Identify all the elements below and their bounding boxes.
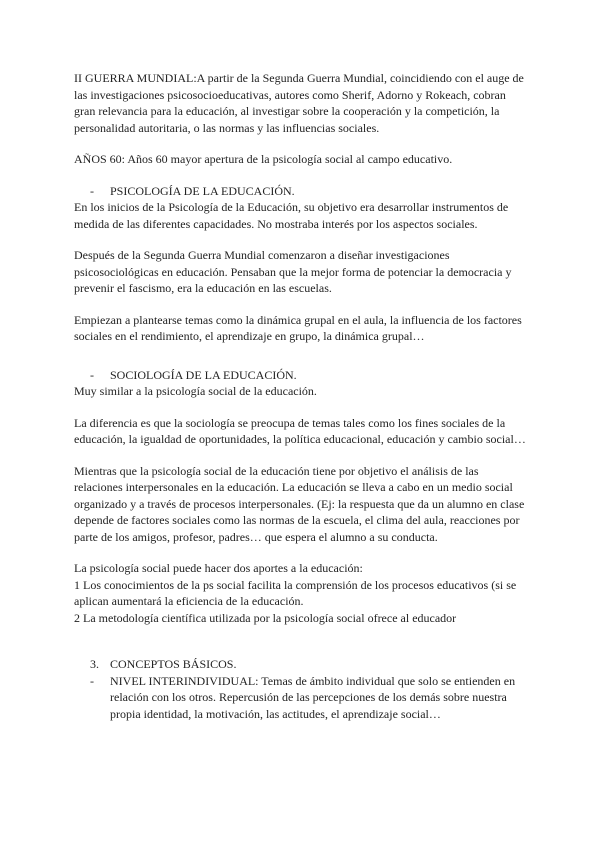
paragraph-mientras: Mientras que la psicología social de la educación tiene por objetivo el análisis de las relaciones interpersonales en la educación. La educación se lleva a cabo en un medio social organizado y a través de procesos interpersonales. (Ej: la respuesta que da un alumno en clase depende de factores sociales como las normas de la escuela, el clima del aula, reacciones por parte de los amigos, profesor, padres… que espera el alumno a su conducta. bbox=[74, 463, 525, 544]
section-heading-sociologia bbox=[74, 367, 530, 384]
bullet-marker: - bbox=[90, 367, 94, 382]
paragraph-anos-60: AÑOS 60: Años 60 mayor apertura de la psicología social al campo educativo. bbox=[74, 152, 453, 166]
section-title: PSICOLOGÍA DE LA EDUCACIÓN. bbox=[110, 183, 295, 198]
aportes-intro: La psicología social puede hacer dos aportes a la educación: bbox=[74, 561, 363, 575]
aportes-item-2: 2 La metodología científica utilizada por la psicología social ofrece al educador bbox=[74, 610, 457, 625]
section-heading-conceptos bbox=[74, 656, 530, 673]
document-page bbox=[74, 70, 530, 722]
bullet-marker: - bbox=[90, 673, 94, 688]
section-title: SOCIOLOGÍA DE LA EDUCACIÓN. bbox=[110, 367, 297, 382]
paragraph-aportes bbox=[74, 560, 530, 626]
paragraph-segunda-guerra: II GUERRA MUNDIAL:A partir de la Segunda Guerra Mundial, coincidiendo con el auge de las investigaciones psicosocioeducativas, autores como Sherif, Adorno y Rokeach, cobran gran relevancia para la educación, al investigar sobre la cooperación y la competición, la personalidad autoritaria, o las normas y las influencias sociales. bbox=[74, 71, 524, 135]
aportes-item-1: 1 Los conocimientos de la ps social facilita la comprensión de los procesos educativos (si se aplican aumentará la eficiencia de la educación. bbox=[74, 577, 517, 608]
list-item-interindividual bbox=[74, 673, 530, 723]
section-heading-psicologia bbox=[74, 183, 530, 200]
paragraph-inicios: En los inicios de la Psicología de la Educación, su objetivo era desarrollar instrumentos de medida de las diferentes capacidades. No mostraba interés por los aspectos sociales. bbox=[74, 200, 509, 231]
list-item-text: NIVEL INTERINDIVIDUAL: Temas de ámbito individual que solo se entienden en relación con los otros. Repercusión de las percepciones de los demás sobre nuestra propia identidad, la motivación, las actitudes, el aprendizaje social… bbox=[110, 673, 516, 721]
bullet-marker: - bbox=[90, 183, 94, 198]
paragraph-muy-similar: Muy similar a la psicología social de la educación. bbox=[74, 384, 317, 398]
paragraph-despues: Después de la Segunda Guerra Mundial comenzaron a diseñar investigaciones psicosociológicas en educación. Pensaban que la mejor forma de potenciar la democracia y prevenir el fascismo, era la educación en las escuelas. bbox=[74, 248, 512, 295]
paragraph-empiezan: Empiezan a plantearse temas como la dinámica grupal en el aula, la influencia de los factores sociales en el rendimiento, el aprendizaje en grupo, la dinámica grupal… bbox=[74, 312, 522, 343]
paragraph-diferencia: La diferencia es que la sociología se preocupa de temas tales como los fines sociales de la educación, la igualdad de oportunidades, la política educacional, educación y cambio social… bbox=[74, 415, 526, 446]
section-title: CONCEPTOS BÁSICOS. bbox=[110, 657, 237, 671]
section-number: 3. bbox=[90, 657, 99, 671]
